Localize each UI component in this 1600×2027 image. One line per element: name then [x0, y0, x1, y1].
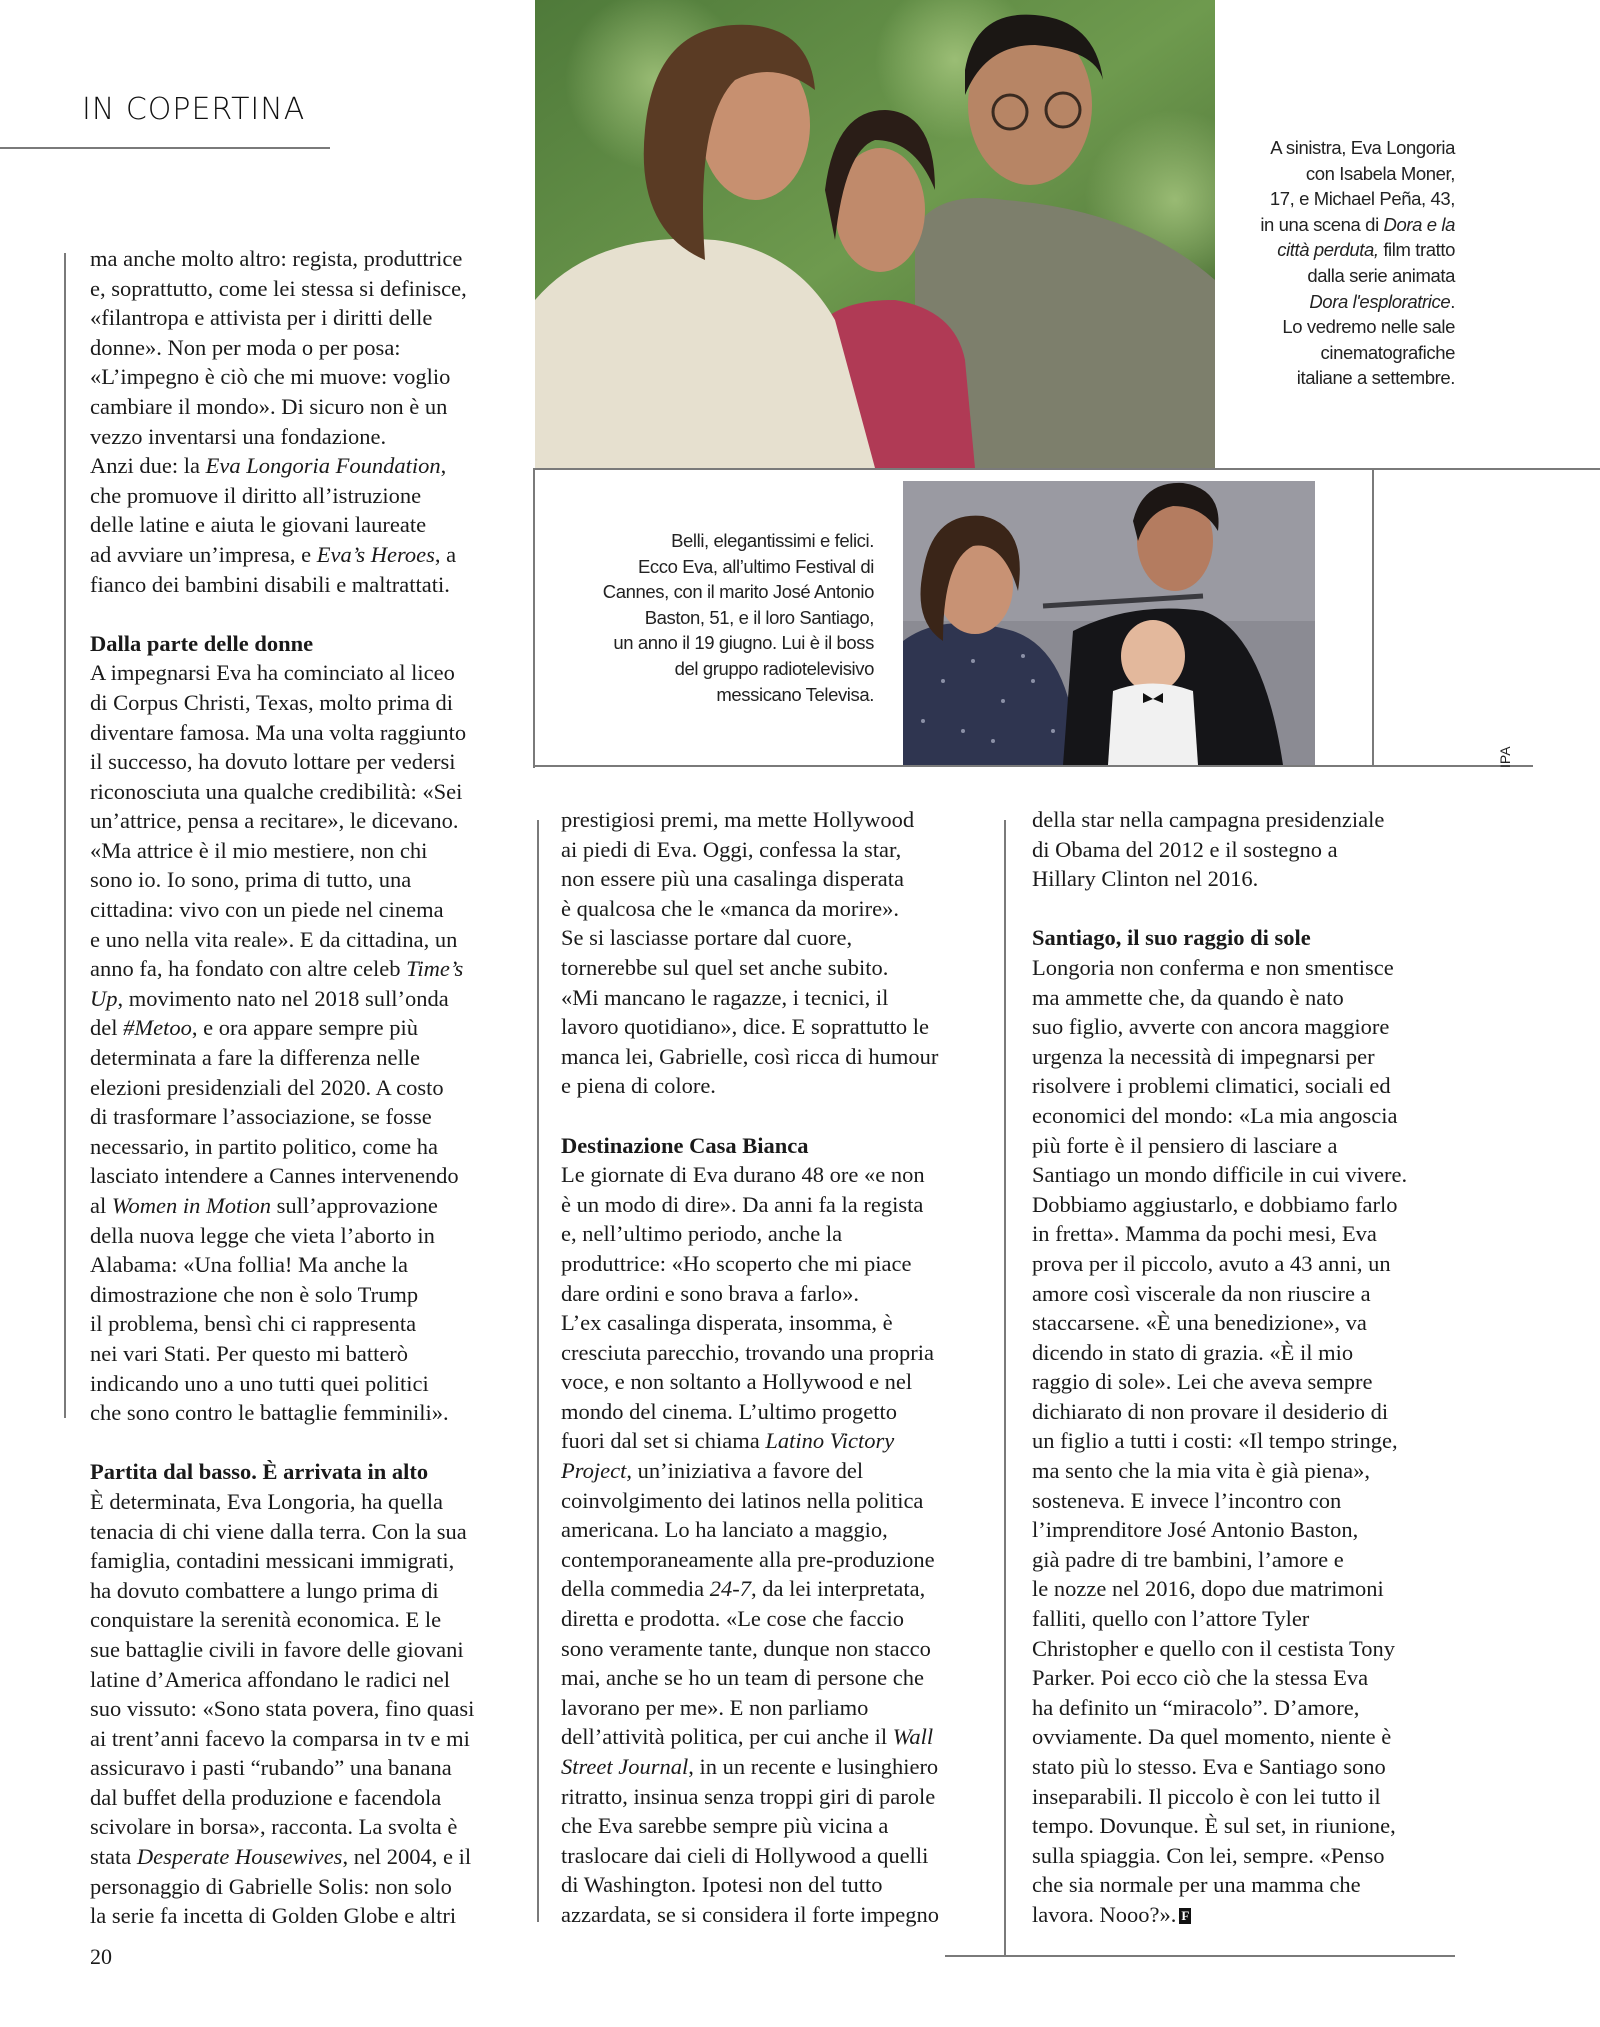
text-line: diretta e prodotta. «Le cose che faccio	[561, 1606, 904, 1632]
caption-text: .	[1450, 290, 1455, 312]
photo-family	[903, 481, 1315, 765]
text-line: ai piedi di Eva. Oggi, confessa la star,	[561, 836, 902, 862]
text-line: Santiago un mondo difficile in cui vivere.	[1032, 1162, 1408, 1188]
caption-line: cinematografiche	[1320, 341, 1455, 363]
text-line: suo figlio, avverte con ancora maggiore	[1032, 1014, 1390, 1040]
column3-left-rule	[1004, 820, 1006, 1955]
text-line: sulla spiaggia. Con lei, sempre. «Penso	[1032, 1842, 1385, 1868]
text-line: dell’attività politica, per cui anche il Wall	[561, 1724, 934, 1750]
text-line: ma anche molto altro: regista, produttrice	[90, 246, 463, 271]
text-line: urgenza la necessità di impegnarsi per	[1032, 1043, 1375, 1069]
film-scene-image	[535, 0, 1215, 468]
text-line: Alabama: «Una follia! Ma anche la	[90, 1252, 408, 1278]
text-line: della nuova legge che vieta l’aborto in	[90, 1222, 435, 1248]
caption-line: dalla serie animata	[1307, 264, 1455, 286]
text-line: necessario, in partito politico, come ha	[90, 1133, 439, 1159]
text-line: L’ex casalinga disperata, insomma, è	[561, 1310, 893, 1336]
text-line: lavoro quotidiano», dice. E soprattutto le	[561, 1014, 930, 1040]
text-line: ai trent’anni facevo la comparsa in tv e mi	[90, 1725, 470, 1751]
text-line: che Eva sarebbe sempre più vicina a	[561, 1813, 889, 1839]
text-line: riconosciuta una qualche credibilità: «Sei	[90, 778, 463, 804]
text-line: conquistare la serenità economica. E le	[90, 1607, 442, 1633]
text-line: amore così viscerale da non riuscire a	[1032, 1280, 1371, 1306]
photo-credit: IPA	[1497, 746, 1513, 768]
text-line: ma sento che la mia vita è già piena»,	[1032, 1458, 1370, 1484]
header-divider	[0, 147, 330, 149]
text-line: già padre di tre bambini, l’amore e	[1032, 1546, 1344, 1572]
text-line: sono io. Io sono, prima di tutto, una	[90, 867, 412, 893]
section-heading: Destinazione Casa Bianca	[561, 1132, 809, 1158]
text-line: dal buffet della produzione e facendola	[90, 1784, 442, 1810]
paragraph-gap	[90, 599, 520, 629]
text-line: donne». Non per moda o per posa:	[90, 334, 401, 360]
paragraph-gap	[1032, 894, 1462, 924]
text-line: Project, un’iniziativa a favore del	[561, 1458, 864, 1484]
text-line: di Obama del 2012 e il sostegno a	[1032, 836, 1338, 862]
text-line: della star nella campagna presidenziale	[1032, 807, 1385, 832]
paragraph-gap	[90, 1428, 520, 1458]
caption-line: italiane a settembre.	[1296, 367, 1455, 389]
text-line: cittadina: vivo con un piede nel cinema	[90, 897, 444, 923]
text-line: mai, anche se ho un team di persone che	[561, 1665, 924, 1691]
text-line: dichiarato di non provare il desiderio di	[1032, 1398, 1389, 1424]
text-line: «L’impegno è ciò che mi muove: voglio	[90, 364, 451, 390]
text-line: che sia normale per una mamma che	[1032, 1872, 1361, 1898]
caption-text: film tratto	[1378, 239, 1455, 261]
text-line: dare ordini e sono brava a farlo».	[561, 1280, 860, 1306]
photo-box-right-rule	[1372, 470, 1374, 766]
paragraph	[1032, 805, 1462, 894]
photo-box-left-rule	[533, 468, 535, 768]
text-line: famiglia, contadini messicani immigrati,	[90, 1548, 455, 1574]
text-line: e, nell’ultimo periodo, anche la	[561, 1221, 843, 1247]
text-line: fuori dal set si chiama Latino Victory	[561, 1428, 895, 1454]
text-line: tempo. Dovunque. È sul set, in riunione,	[1032, 1813, 1396, 1839]
text-line: mondo del cinema. L’ultimo progetto	[561, 1398, 897, 1424]
text-line: economici del mondo: «La mia angoscia	[1032, 1102, 1398, 1128]
text-line: traslocare dai cieli di Hollywood a quelli	[561, 1842, 929, 1868]
text-line: e, soprattutto, come lei stessa si definisce,	[90, 275, 467, 301]
text-line: suo vissuto: «Sono stata povera, fino quasi	[90, 1696, 475, 1722]
text-line: un’attrice, pensa a recitare», le dicevano.	[90, 808, 459, 834]
end-of-article-mark: F	[1181, 1907, 1190, 1923]
text-line: tenacia di chi viene dalla terra. Con la sua	[90, 1518, 467, 1544]
text-line: della commedia 24-7, da lei interpretata,	[561, 1576, 926, 1602]
caption-line: un anno il 19 giugno. Lui è il boss	[613, 632, 874, 654]
caption-film-scene	[1230, 135, 1455, 391]
text-line: vezzo inventarsi una fondazione.	[90, 423, 387, 449]
footer-rule	[945, 1955, 1455, 1957]
article-column-1	[90, 244, 520, 1931]
text-line: il successo, ha dovuto lottare per vedersi	[90, 749, 456, 775]
text-line: Anzi due: la Eva Longoria Foundation,	[90, 453, 447, 479]
text-line: ha dovuto combattere a lungo prima di	[90, 1577, 439, 1603]
paragraph-gap	[561, 1101, 991, 1131]
paragraph	[561, 805, 991, 1101]
text-line: manca lei, Gabrielle, così ricca di humour	[561, 1043, 939, 1069]
text-line: diventare famosa. Ma una volta raggiunto	[90, 719, 467, 745]
caption-family	[590, 528, 874, 707]
text-line: lavora. Nooo?». F	[1032, 1901, 1190, 1927]
text-line: di Corpus Christi, Texas, molto prima di	[90, 689, 453, 715]
caption-line: 17, e Michael Peña, 43,	[1269, 188, 1455, 210]
text-line: non essere più una casalinga disperata	[561, 866, 904, 892]
caption-line: messicano Televisa.	[716, 683, 874, 705]
text-line: americana. Lo ha lanciato a maggio,	[561, 1517, 888, 1543]
text-line: nei vari Stati. Per questo mi batterò	[90, 1340, 409, 1366]
text-line: dimostrazione che non è solo Trump	[90, 1281, 419, 1307]
text-line: Up, movimento nato nel 2018 sull’onda	[90, 985, 449, 1011]
text-line: scivolare in borsa», racconta. La svolta è	[90, 1814, 458, 1840]
text-line: in fretta». Mamma da pochi mesi, Eva	[1032, 1221, 1377, 1247]
page-number: 20	[90, 1944, 112, 1969]
paragraph	[90, 1487, 520, 1931]
caption-line: Ecco Eva, all’ultimo Festival di	[637, 555, 874, 577]
text-line: sue battaglie civili in favore delle giovani	[90, 1636, 464, 1662]
text-line: cambiare il mondo». Di sicuro non è un	[90, 393, 448, 419]
text-line: È determinata, Eva Longoria, ha quella	[90, 1488, 443, 1514]
caption-line	[1230, 289, 1455, 315]
text-line: personaggio di Gabrielle Solis: non solo	[90, 1873, 452, 1899]
text-line: lavorano per me». E non parliamo	[561, 1694, 869, 1720]
text-line: lasciato intendere a Cannes intervenendo	[90, 1163, 459, 1189]
text-line: Longoria non conferma e non smentisce	[1032, 954, 1394, 980]
text-line: «Mi mancano le ragazze, i tecnici, il	[561, 984, 889, 1010]
text-line: «filantropa e attivista per i diritti delle	[90, 305, 433, 331]
text-line: ad avviare un’impresa, e Eva’s Heroes, a	[90, 541, 457, 567]
text-line: prestigiosi premi, ma mette Hollywood	[561, 807, 915, 832]
photo-box-top-rule	[535, 468, 1600, 470]
caption-line	[1230, 212, 1455, 238]
text-line: produttrice: «Ho scoperto che mi piace	[561, 1250, 912, 1276]
text-line: Se si lasciasse portare dal cuore,	[561, 925, 853, 951]
text-line: delle latine e aiuta le giovani laureate	[90, 512, 427, 538]
text-line: stata Desperate Housewives, nel 2004, e il	[90, 1844, 472, 1870]
text-line: di Washington. Ipotesi non del tutto	[561, 1872, 883, 1898]
caption-text: in una scena di	[1260, 213, 1384, 235]
text-line: Parker. Poi ecco ciò che la stessa Eva	[1032, 1665, 1369, 1691]
text-line: la serie fa incetta di Golden Globe e altri	[90, 1903, 457, 1929]
paragraph	[90, 244, 520, 599]
column1-left-rule	[64, 253, 66, 1418]
text-line: ritratto, insinua senza troppi giri di parole	[561, 1783, 936, 1809]
text-line: Dobbiamo aggiustarlo, e dobbiamo farlo	[1032, 1191, 1398, 1217]
text-line: «Ma attrice è il mio mestiere, non chi	[90, 837, 428, 863]
caption-film-title: città perduta,	[1277, 239, 1379, 261]
text-line: stato più lo stesso. Eva e Santiago sono	[1032, 1754, 1386, 1779]
text-line: contemporaneamente alla pre-produzione	[561, 1546, 935, 1572]
photo-box-bottom-rule	[533, 765, 1533, 767]
text-line: più forte è il pensiero di lasciare a	[1032, 1132, 1338, 1158]
text-line: Le giornate di Eva durano 48 ore «e non	[561, 1162, 925, 1188]
text-line: cresciuta parecchio, trovando una propria	[561, 1339, 934, 1365]
text-line: ha definito un “miracolo”. D’amore,	[1032, 1694, 1360, 1720]
text-line: raggio di sole». Lei che aveva sempre	[1032, 1369, 1373, 1395]
text-line: Christopher e quello con il cestista Tony	[1032, 1635, 1395, 1661]
text-line: sono veramente tante, dunque non stacco	[561, 1635, 931, 1661]
text-line: che sono contro le battaglie femminili».	[90, 1400, 449, 1426]
text-line: l’imprenditore José Antonio Baston,	[1032, 1517, 1359, 1543]
text-line: del #Metoo, e ora appare sempre più	[90, 1015, 419, 1041]
text-line: falliti, quello con l’attore Tyler	[1032, 1606, 1310, 1632]
text-line: il problema, bensì chi ci rappresenta	[90, 1311, 417, 1337]
text-line: Hillary Clinton nel 2016.	[1032, 866, 1259, 892]
section-heading: Santiago, il suo raggio di sole	[1032, 925, 1311, 951]
caption-line: Belli, elegantissimi e felici.	[671, 530, 874, 551]
caption-film-title: Dora e la	[1383, 213, 1455, 235]
paragraph	[90, 658, 520, 1427]
text-line: A impegnarsi Eva ha cominciato al liceo	[90, 660, 455, 686]
text-line: è un modo di dire». Da anni fa la regista	[561, 1191, 924, 1217]
caption-line: A sinistra, Eva Longoria	[1270, 137, 1455, 158]
text-line: indicando uno a uno tutti quei politici	[90, 1370, 429, 1396]
text-line: è qualcosa che le «manca da morire».	[561, 895, 899, 921]
text-line: un figlio a tutti i costi: «Il tempo stringe,	[1032, 1428, 1398, 1454]
text-line: e piena di colore.	[561, 1073, 716, 1099]
text-line: latine d’America affondano le radici nel	[90, 1666, 451, 1692]
text-line: dicendo in stato di grazia. «È il mio	[1032, 1339, 1354, 1365]
text-line: coinvolgimento dei latinos nella politica	[561, 1487, 924, 1513]
text-line: ma ammette che, da quando è nato	[1032, 984, 1344, 1010]
paragraph	[561, 1160, 991, 1929]
article-column-2	[561, 805, 991, 1930]
text-line: elezioni presidenziali del 2020. A costo	[90, 1074, 444, 1100]
text-line: ovviamente. Da quel momento, niente è	[1032, 1724, 1392, 1750]
text-line: di trasformare l’associazione, se fosse	[90, 1104, 432, 1130]
caption-line: del gruppo radiotelevisivo	[674, 657, 874, 679]
text-line: staccarsene. «È una benedizione», va	[1032, 1310, 1367, 1336]
text-line: prova per il piccolo, avuto a 43 anni, un	[1032, 1250, 1391, 1276]
paragraph	[1032, 953, 1462, 1930]
text-line: assicuravo i pasti “rubando” una banana	[90, 1755, 452, 1781]
caption-line	[1230, 237, 1455, 263]
photo-film-scene	[535, 0, 1215, 468]
text-line: che promuove il diritto all’istruzione	[90, 482, 422, 508]
caption-line: Lo vedremo nelle sale	[1282, 316, 1455, 338]
text-line: azzardata, se si considera il forte impegno	[561, 1901, 939, 1927]
section-heading: Partita dal basso. È arrivata in alto	[90, 1459, 429, 1485]
article-column-3	[1032, 805, 1462, 1930]
text-line: al Women in Motion sull’approvazione	[90, 1193, 438, 1218]
section-label: IN COPERTINA	[82, 92, 306, 127]
caption-series-title: Dora l'esploratrice	[1309, 290, 1451, 312]
caption-line: Cannes, con il marito José Antonio	[602, 581, 874, 603]
caption-line: con Isabela Moner,	[1305, 162, 1455, 184]
column2-left-rule	[537, 820, 539, 1922]
text-line: fianco dei bambini disabili e maltrattati.	[90, 571, 450, 597]
text-line: anno fa, ha fondato con altre celeb Time’s	[90, 956, 464, 982]
text-line: sosteneva. E invece l’incontro con	[1032, 1487, 1342, 1513]
text-line: Street Journal, in un recente e lusinghiero	[561, 1754, 939, 1779]
section-heading: Dalla parte delle donne	[90, 630, 314, 656]
text-line: tornerebbe sul quel set anche subito.	[561, 954, 889, 980]
text-line: le nozze nel 2016, dopo due matrimoni	[1032, 1576, 1384, 1602]
family-image	[903, 481, 1315, 765]
text-line: determinata a fare la differenza nelle	[90, 1045, 420, 1071]
caption-line: Baston, 51, e il loro Santiago,	[644, 606, 874, 628]
text-line: inseparabili. Il piccolo è con lei tutto il	[1032, 1783, 1381, 1809]
text-line: e uno nella vita reale». E da cittadina, un	[90, 926, 458, 952]
text-line: risolvere i problemi climatici, sociali ed	[1032, 1073, 1391, 1099]
text-line: voce, e non soltanto a Hollywood e nel	[561, 1369, 913, 1395]
